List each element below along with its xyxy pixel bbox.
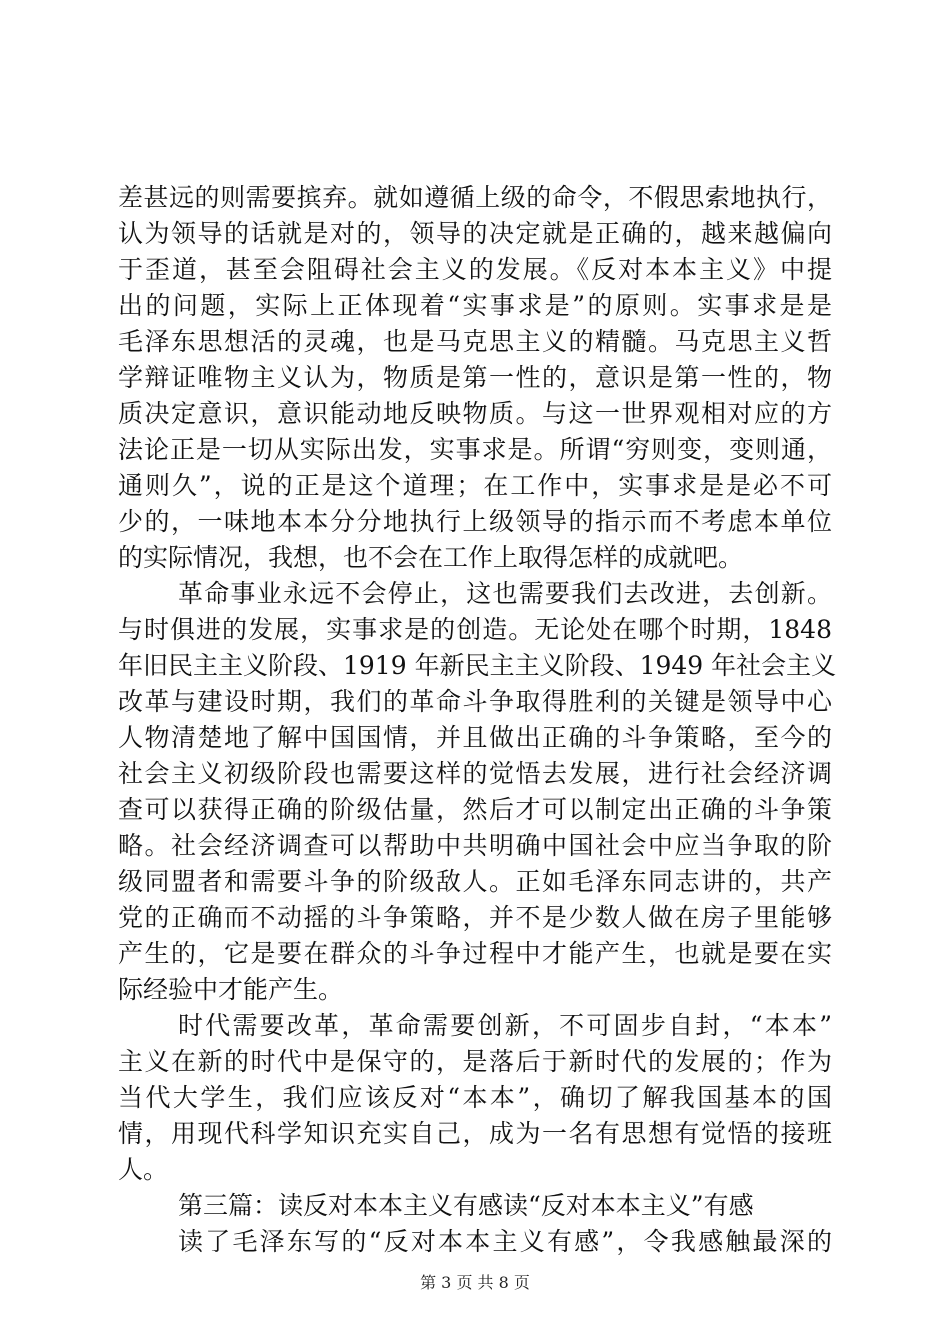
paragraph-start-line: 读了毛泽东写的“反对本本主义有感”，令我感触最深的: [178, 1227, 832, 1256]
text-line: 略。社会经济调查可以帮助中共明确中国社会中应当争取的阶: [118, 831, 832, 860]
section-heading: 第三篇：读反对本本主义有感读“反对本本主义”有感: [178, 1191, 754, 1220]
text-line: 当代大学生，我们应该反对“本本”，确切了解我国基本的国: [118, 1083, 832, 1112]
text-line: 毛泽东思想活的灵魂，也是马克思主义的精髓。马克思主义哲: [118, 327, 832, 356]
text-line: 人。: [118, 1155, 169, 1184]
text-line: 差甚远的则需要摈弃。就如遵循上级的命令，不假思索地执行，: [118, 183, 832, 212]
text-line: 人物清楚地了解中国国情，并且做出正确的斗争策略，至今的: [118, 723, 832, 752]
paragraph-start-line: 革命事业永远不会停止，这也需要我们去改进，去创新。: [178, 579, 832, 608]
text-line: 党的正确而不动摇的斗争策略，并不是少数人做在房子里能够: [118, 903, 832, 932]
text-line: 法论正是一切从实际出发，实事求是。所谓“穷则变，变则通，: [118, 435, 832, 464]
text-line: 产生的，它是要在群众的斗争过程中才能产生，也就是要在实: [118, 939, 832, 968]
text-line: 级同盟者和需要斗争的阶级敌人。正如毛泽东同志讲的，共产: [118, 867, 832, 896]
page-footer: 第 3 页 共 8 页: [420, 1273, 530, 1292]
text-line: 出的问题，实际上正体现着“实事求是”的原则。实事求是是: [118, 291, 832, 320]
paragraph-start-line: 时代需要改革，革命需要创新，不可固步自封，“本本”: [178, 1011, 832, 1040]
text-line: 主义在新的时代中是保守的，是落后于新时代的发展的；作为: [118, 1047, 832, 1076]
text-line: 际经验中才能产生。: [118, 975, 344, 1004]
text-line: 学辩证唯物主义认为，物质是第一性的，意识是第一性的，物: [118, 363, 832, 392]
text-line: 的实际情况，我想，也不会在工作上取得怎样的成就吧。: [118, 543, 744, 572]
text-line: 查可以获得正确的阶级估量，然后才可以制定出正确的斗争策: [118, 795, 832, 824]
text-line: 与时俱进的发展，实事求是的创造。无论处在哪个时期，1848: [118, 615, 832, 644]
text-line: 认为领导的话就是对的，领导的决定就是正确的，越来越偏向: [118, 219, 832, 248]
text-line: 改革与建设时期，我们的革命斗争取得胜利的关键是领导中心: [118, 687, 832, 716]
text-line: 于歪道，甚至会阻碍社会主义的发展。《反对本本主义》中提: [118, 255, 832, 284]
text-line: 情，用现代科学知识充实自己，成为一名有思想有觉悟的接班: [118, 1119, 832, 1148]
text-line: 少的，一味地本本分分地执行上级领导的指示而不考虑本单位: [118, 507, 832, 536]
text-line: 年旧民主主义阶段、1919 年新民主主义阶段、1949 年社会主义: [118, 651, 837, 680]
text-line: 质决定意识，意识能动地反映物质。与这一世界观相对应的方: [118, 399, 832, 428]
text-line: 通则久”，说的正是这个道理；在工作中，实事求是是必不可: [118, 471, 832, 500]
text-line: 社会主义初级阶段也需要这样的觉悟去发展，进行社会经济调: [118, 759, 832, 788]
